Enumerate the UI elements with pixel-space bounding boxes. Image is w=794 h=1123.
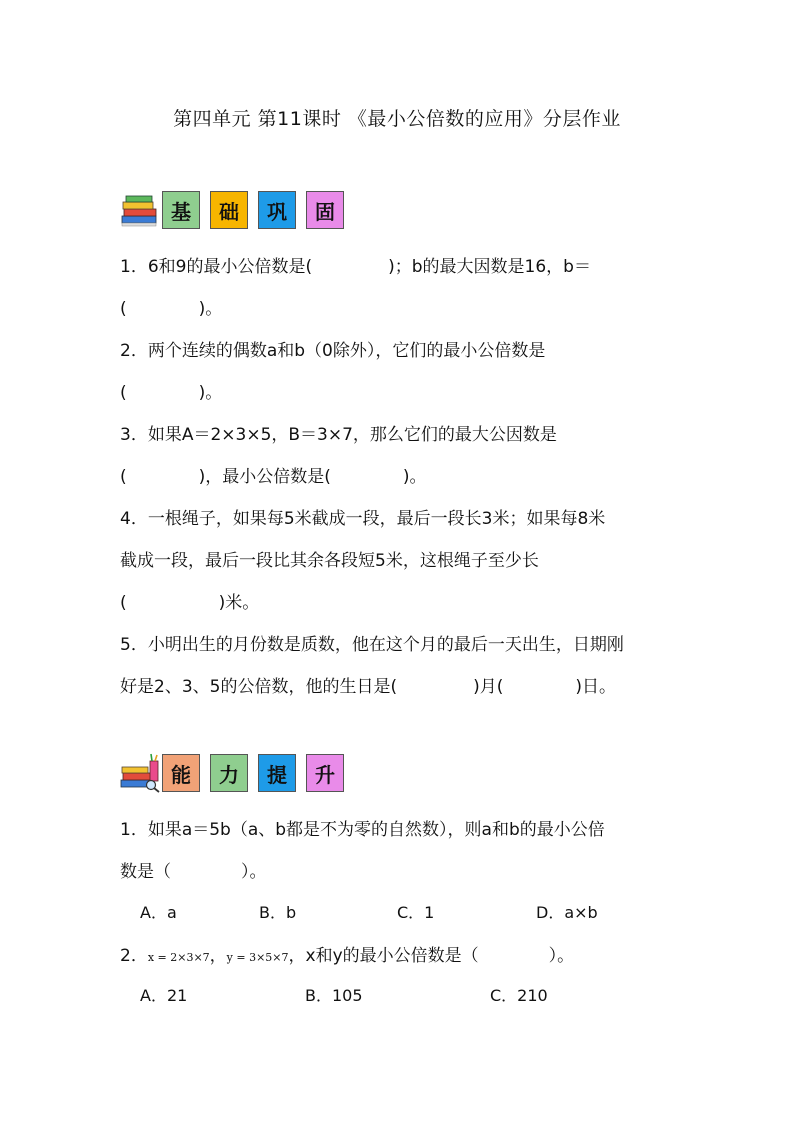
option-d: D．a×b (536, 903, 598, 922)
section-char-1: 能 (162, 754, 200, 792)
option-c: C．1 (397, 903, 435, 922)
option-c: C．210 (490, 986, 548, 1005)
option-b: B．105 (305, 986, 363, 1005)
section-char-2: 力 (210, 754, 248, 792)
question-3-line-1: 3．如果A＝2×3×5，B＝3×7，那么它们的最大公因数是 (120, 425, 557, 445)
question-5-line-2: 好是2、3、5的公倍数，他的生日是( )月( )日。 (120, 677, 616, 697)
section-header-advanced (120, 753, 354, 793)
option-a: A．21 (140, 986, 188, 1005)
mc-question-1-line-1: 1．如果a＝5b（a、b都是不为零的自然数），则a和b的最小公倍 (120, 820, 605, 840)
question-2-line-1: 2．两个连续的偶数a和b（0除外），它们的最小公倍数是 (120, 341, 546, 361)
question-4-line-2: 截成一段，最后一段比其余各段短5米，这根绳子至少长 (120, 551, 539, 571)
section-char-2: 础 (210, 191, 248, 229)
section-char-4: 固 (306, 191, 344, 229)
section-char-1: 基 (162, 191, 200, 229)
question-2-line-2: ( )。 (120, 383, 223, 403)
section-char-4: 升 (306, 754, 344, 792)
question-1-line-1: 1．6和9的最小公倍数是( )；b的最大因数是16，b＝ (120, 257, 591, 277)
question-5-line-1: 5．小明出生的月份数是质数，他在这个月的最后一天出生，日期刚 (120, 635, 624, 655)
option-b: B．b (259, 903, 297, 922)
question-3-line-2: ( )，最小公倍数是( )。 (120, 467, 427, 487)
question-1-line-2: ( )。 (120, 299, 223, 319)
mc-question-2-line-1: 2．x = 2×3×7，y = 3×5×7，x和y的最小公倍数是（ ）。 (120, 946, 575, 966)
books-magnifier-icon (120, 753, 160, 793)
mc-question-1-line-2: 数是（ ）。 (120, 862, 267, 882)
section-char-3: 巩 (258, 191, 296, 229)
section-char-3: 提 (258, 754, 296, 792)
question-4-line-1: 4．一根绳子，如果每5米截成一段，最后一段长3米；如果每8米 (120, 509, 606, 529)
page-title: 第四单元 第11课时 《最小公倍数的应用》分层作业 (173, 108, 621, 130)
question-4-line-3: ( )米。 (120, 593, 260, 613)
books-stack-icon (120, 190, 160, 230)
section-header-basic (120, 190, 354, 230)
option-a: A．a (140, 903, 177, 922)
formula-x: x = 2×3×7 (147, 951, 210, 964)
formula-y: y = 3×5×7 (226, 951, 289, 964)
